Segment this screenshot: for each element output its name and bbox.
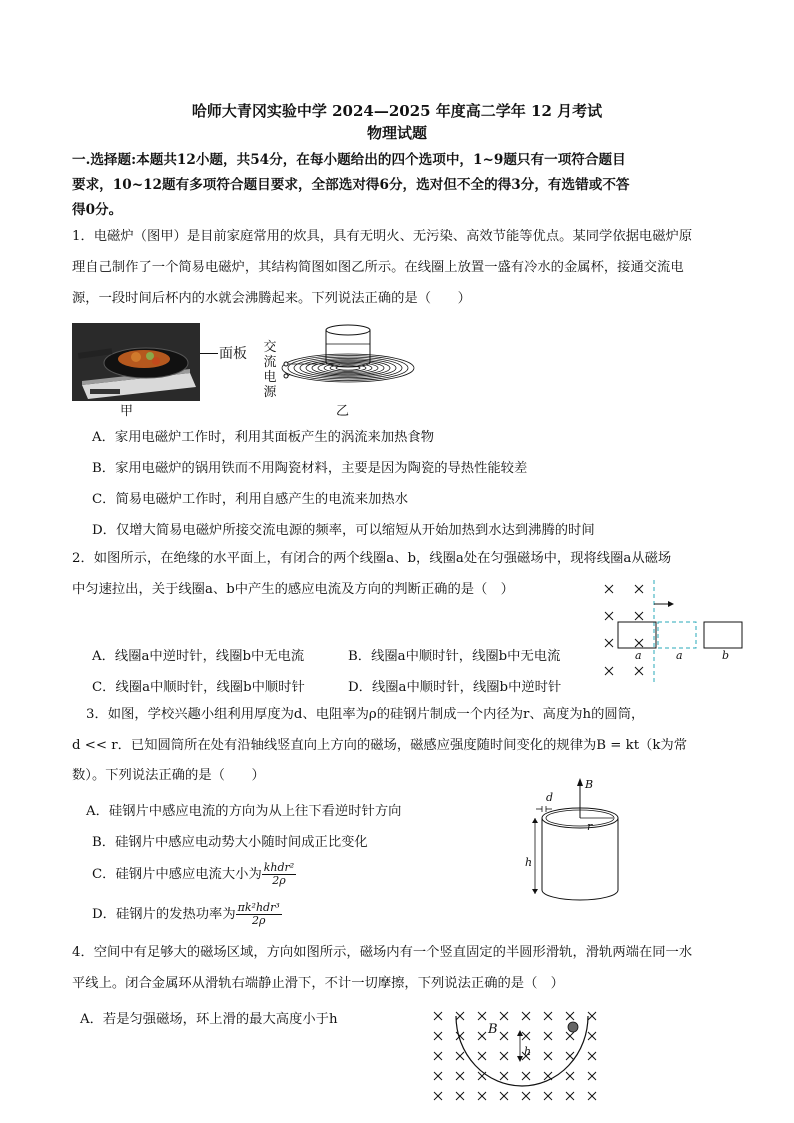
q1-option-d[interactable]: D．仅增大简易电磁炉所接交流电源的频率，可以缩短从开始加热到水达到沸腾的时间 — [92, 523, 595, 538]
q1-figure-induction-cooker-photo — [72, 323, 200, 401]
q1-text-line1: 1．电磁炉（图甲）是目前家庭常用的炊具，具有无明火、无污染、高效节能等优点。某同学依据电磁炉原 — [72, 229, 693, 244]
q2-text-line1: 2．如图所示，在绝缘的水平面上，有闭合的两个线圈a、b，线圈a处在匀强磁场中，现将线圈a从磁场 — [72, 551, 672, 566]
q3-option-d-fraction — [236, 902, 282, 927]
q2-label-a2: a — [676, 649, 683, 662]
ac-char-2: 流 — [263, 355, 277, 370]
q3-option-b[interactable]: B．硅钢片中感应电动势大小随时间成正比变化 — [92, 835, 368, 850]
q1-label-panel: 面板 — [219, 346, 247, 362]
q2-label-b: b — [722, 649, 730, 662]
ac-char-3: 电 — [263, 370, 277, 385]
q1-text-line2: 理自己制作了一个简易电磁炉，其结构简图如图乙所示。在线圈上放置一盛有冷水的金属杯，接通交流电 — [72, 260, 684, 275]
q3-option-c[interactable] — [92, 862, 296, 887]
q3-option-c-denominator: 2ρ — [272, 874, 286, 887]
q3-option-a[interactable]: A．硅钢片中感应电流的方向为从上往下看逆时针方向 — [86, 804, 402, 819]
q1-option-b[interactable]: B．家用电磁炉的锅用铁而不用陶瓷材料，主要是因为陶瓷的导热性能较差 — [92, 461, 528, 476]
q3-option-d[interactable] — [92, 902, 282, 927]
q3-option-d-denominator: 2ρ — [251, 914, 266, 927]
q3-text-line3: 数）。下列说法正确的是（ ） — [72, 768, 265, 783]
section-instructions-line1: 一.选择题:本题共12小题，共54分，在每小题给出的四个选项中，1~9题只有一项符合题目 — [72, 152, 626, 168]
q3-option-d-prefix: D．硅钢片的发热功率为 — [92, 907, 236, 922]
induction-cooker-illustration — [72, 323, 200, 401]
q3-label-r: r — [587, 820, 593, 833]
exam-title: 哈师大青冈实验中学 2024—2025 年度高二学年 12 月考试 — [191, 102, 603, 120]
q3-option-d-numerator: πk²hdr³ — [237, 901, 280, 914]
ac-char-4: 源 — [263, 385, 277, 400]
q3-text-line2: d << r．已知圆筒所在处有沿轴线竖直向上方向的磁场，磁感应强度随时间变化的规律为B = kt（k为常 — [72, 738, 688, 753]
q3-label-B: B — [585, 778, 594, 791]
q3-option-c-numerator: khdr² — [263, 861, 295, 874]
q3-label-d: d — [546, 791, 554, 804]
q2-option-c[interactable]: C．线圈a中顺时针，线圈b中顺时针 — [92, 680, 305, 695]
q1-label-yi: 乙 — [336, 404, 350, 419]
q4-label-B: B — [488, 1022, 498, 1037]
q1-coil-diagram — [280, 318, 430, 408]
q3-option-c-prefix: C．硅钢片中感应电流大小为 — [92, 867, 262, 882]
exam-subtitle: 物理试题 — [366, 124, 427, 142]
q3-label-h: h — [525, 856, 533, 869]
q1-panel-leader-line — [200, 353, 218, 354]
q1-option-c[interactable]: C．简易电磁炉工作时，利用自感产生的电流来加热水 — [92, 492, 409, 507]
section-instructions-line2: 要求，10~12题有多项符合题目要求，全部选对得6分，选对但不全的得3分，有选错或不答 — [72, 177, 630, 193]
q1-text-line3: 源，一段时间后杯内的水就会沸腾起来。下列说法正确的是（ ） — [72, 291, 471, 306]
q2-text-line2: 中匀速拉出，关于线圈a、b中产生的感应电流及方向的判断正确的是（ ） — [72, 582, 514, 597]
q3-text-line1: 3．如图，学校兴趣小组利用厚度为d、电阻率为ρ的硅钢片制成一个内径为r、高度为h的圆筒， — [86, 707, 645, 722]
q4-label-h: h — [524, 1045, 532, 1058]
q1-ac-source-label — [261, 340, 279, 400]
q2-option-a[interactable]: A．线圈a中逆时针，线圈b中无电流 — [92, 649, 305, 664]
q2-option-d[interactable]: D．线圈a中顺时针，线圈b中逆时针 — [348, 680, 562, 695]
q2-figure-coils-magnetic-field — [598, 578, 748, 688]
section-instructions-line3: 得0分。 — [72, 202, 123, 218]
q3-option-c-fraction — [262, 862, 296, 887]
q4-option-a[interactable]: A．若是匀强磁场，环上滑的最大高度小于h — [80, 1012, 338, 1027]
q4-text-line1: 4．空间中有足够大的磁场区域，方向如图所示，磁场内有一个竖直固定的半圆形滑轨，滑轨两端在同一水 — [72, 945, 693, 960]
q4-figure-semicircle-track — [428, 1008, 608, 1120]
q3-figure-cylinder — [525, 776, 625, 906]
q1-option-a[interactable]: A．家用电磁炉工作时，利用其面板产生的涡流来加热食物 — [92, 430, 435, 445]
q2-option-b[interactable]: B．线圈a中顺时针，线圈b中无电流 — [348, 649, 561, 664]
q2-label-a1: a — [635, 649, 642, 662]
q4-text-line2: 平线上。闭合金属环从滑轨右端静止滑下，不计一切摩擦，下列说法正确的是（ ） — [72, 976, 564, 991]
ac-char-1: 交 — [263, 340, 277, 355]
q1-label-jia: 甲 — [120, 404, 134, 419]
